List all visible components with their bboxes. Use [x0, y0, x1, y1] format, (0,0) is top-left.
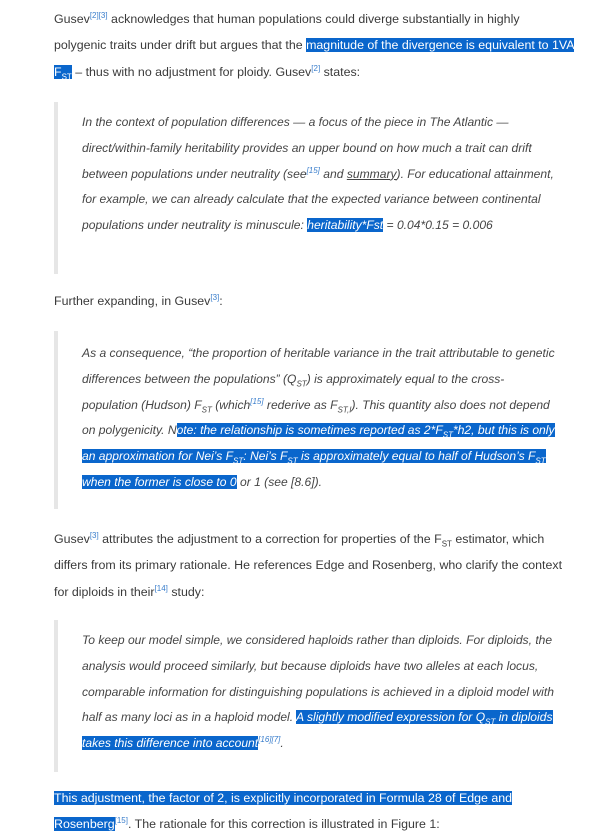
quote-text: [82, 628, 558, 757]
subscript: ST: [485, 717, 496, 727]
text: A slightly modified expression for Q: [296, 710, 486, 725]
subscript: ST: [296, 379, 307, 389]
text: – thus with no adjustment for ploidy. Gusev: [71, 64, 312, 79]
text: Further expanding, in Gusev: [54, 294, 211, 308]
text: when the former is close to 0: [82, 474, 237, 489]
text: ote: the relationship is sometimes reported as 2*F: [176, 423, 443, 438]
citation-link[interactable]: [16][7]: [258, 735, 281, 745]
text: To keep our model simple, we considered haploids rather than diploids. For diploids, the analysis would proceed similarly, but because diploids have two alleles at each locus, comparable information for distinguishing populations is achieved in a diploid model with half as many loci as in a haploid model.: [82, 633, 554, 725]
citation-link[interactable]: [15]: [114, 816, 128, 826]
text: ). This quantity also does not depend on polygenicity. N: [82, 397, 550, 438]
text: :: [219, 294, 223, 308]
text: states:: [320, 64, 361, 79]
blockquote-edge-rosenberg: [54, 620, 574, 772]
text: Gusev: [54, 12, 90, 26]
text: ) is approximately equal to the cross-population (Hudson) F: [82, 371, 505, 412]
text: and: [319, 166, 347, 181]
citation-link[interactable]: [2][3]: [89, 10, 108, 20]
blockquote-consequence: [54, 331, 574, 509]
text: study:: [167, 584, 205, 599]
text: : Nei’s F: [243, 449, 288, 464]
summary-link[interactable]: summary: [346, 166, 397, 181]
paragraph-gusev-attributes: [54, 526, 574, 605]
blockquote-gusev: [54, 102, 574, 274]
subscript: ST: [287, 456, 298, 466]
text: ). For educational attainment, for example, we can already calculate that the expected variance between continental populations under neutrality is minuscule:: [82, 166, 554, 233]
subscript: ST: [535, 456, 546, 466]
text: or 1 (see [8.6]).: [236, 474, 322, 489]
quote-text: [82, 341, 558, 496]
citation-link[interactable]: [15]: [250, 396, 264, 406]
subscript: ST: [61, 72, 72, 82]
quote-text: [82, 110, 558, 239]
text: (which: [211, 397, 251, 412]
citation-link[interactable]: [3]: [89, 530, 99, 540]
citation-link[interactable]: [3]: [210, 292, 220, 302]
subscript: ST: [441, 539, 452, 549]
subscript: ST: [442, 430, 453, 440]
highlighted-text: heritability*Fst: [307, 218, 384, 233]
citation-link[interactable]: [2]: [311, 63, 321, 73]
subscript: ST: [201, 405, 212, 414]
text: As a consequence, “the proportion of heritable variance in the trait attributable to genetic differences between the populations” (Q: [82, 346, 555, 386]
paragraph-gusev-acknowledges: [54, 6, 574, 85]
text: in diploids takes this difference into account: [82, 710, 553, 751]
text: In the context of population differences — a focus of the piece in The Atlantic — direct/within-family heritability provides an upper bound on how much a trait can drift between populations under neutrality (see: [82, 115, 532, 181]
text: Gusev: [54, 532, 90, 546]
text: = 0.04*0.15 = 0.006: [383, 218, 493, 233]
text: attributes the adjustment to a correction for properties of the F: [98, 532, 442, 546]
citation-link[interactable]: [14]: [154, 583, 168, 593]
paragraph-further-expanding: [54, 288, 574, 314]
text: rederive as F: [263, 397, 338, 412]
subscript: ST: [233, 456, 244, 466]
text: magnitude of the divergence is equivalent to 1VA F: [54, 38, 574, 79]
text: . The rationale for this correction is illustrated in Figure 1:: [127, 817, 440, 832]
text: *h2, but this is only an approximation for Nei’s F: [82, 423, 555, 464]
text: acknowledges that human populations could diverge substantially in highly polygenic traits under drift but argues that the: [54, 12, 520, 53]
citation-link[interactable]: [15]: [306, 165, 320, 175]
subscript: ST,I: [337, 405, 352, 414]
highlighted-text: This adjustment, the factor of 2, is explicitly incorporated in Formula 28 of Edge and Rosenberg: [54, 791, 512, 832]
text: .: [280, 736, 284, 751]
paragraph-adjustment: [54, 785, 574, 838]
text: is approximately equal to half of Hudson’s F: [297, 449, 536, 464]
text: estimator, which differs from its primary rationale. He references Edge and Rosenberg, who clarify the context for diploids in their: [54, 532, 563, 599]
